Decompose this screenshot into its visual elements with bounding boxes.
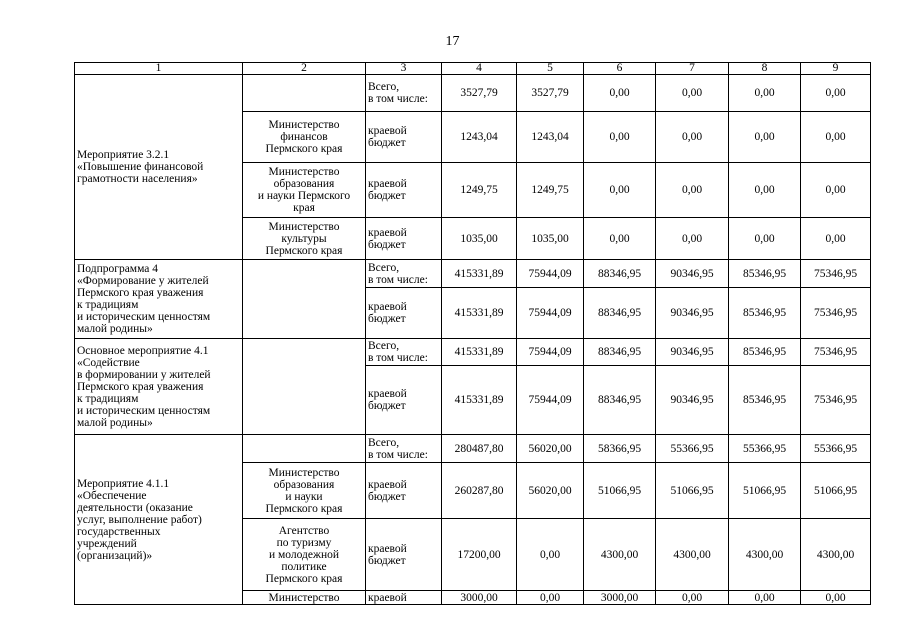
cell-text-line: Всего, [368, 436, 400, 449]
amount-cell: 0,00 [801, 112, 871, 163]
executor-cell [243, 112, 366, 163]
cell-text-line: краевой [368, 591, 407, 604]
cell-text-line: и науки Пермского [257, 190, 351, 202]
cell-text-line: в том числе: [368, 352, 428, 364]
cell-text-line: по туризму [276, 536, 332, 549]
amount-cell: 0,00 [656, 112, 729, 163]
column-header: 8 [729, 63, 801, 75]
amount-cell: 415331,89 [442, 260, 517, 288]
amount-cell: 75346,95 [801, 260, 871, 288]
amount-cell: 0,00 [801, 218, 871, 260]
amount-cell: 51066,95 [584, 463, 656, 519]
cell-text-line: деятельности (оказание [77, 501, 193, 514]
funding-source-cell [366, 519, 442, 591]
column-header: 2 [243, 63, 366, 75]
table-row [75, 260, 871, 288]
funding-source-cell [366, 288, 442, 339]
funding-source-cell [366, 463, 442, 519]
amount-cell: 51066,95 [656, 463, 729, 519]
amount-cell: 90346,95 [656, 339, 729, 366]
column-header: 4 [442, 63, 517, 75]
amount-cell: 415331,89 [442, 288, 517, 339]
amount-cell: 85346,95 [729, 339, 801, 366]
cell-text-line: Пермского края уважения [77, 380, 204, 393]
amount-cell: 280487,80 [442, 435, 517, 463]
amount-cell: 4300,00 [729, 519, 801, 591]
table-row [75, 75, 871, 112]
amount-cell: 17200,00 [442, 519, 517, 591]
amount-cell: 4300,00 [801, 519, 871, 591]
amount-cell: 88346,95 [584, 339, 656, 366]
amount-cell: 90346,95 [656, 260, 729, 288]
cell-text-line: в формировании у жителей [77, 368, 211, 381]
cell-text-line: (организаций)» [77, 549, 153, 562]
funding-source-cell [366, 218, 442, 260]
cell-text-line: бюджет [368, 400, 406, 412]
cell-text-line: в том числе: [368, 273, 428, 286]
amount-cell: 75944,09 [517, 288, 584, 339]
event-name-cell [75, 339, 243, 435]
amount-cell: 0,00 [584, 75, 656, 112]
amount-cell: 0,00 [801, 163, 871, 218]
column-header: 6 [584, 63, 656, 75]
amount-cell: 1249,75 [442, 163, 517, 218]
amount-cell: 75944,09 [517, 260, 584, 288]
cell-text-line: краевой [368, 178, 407, 190]
event-name-cell [75, 75, 243, 260]
amount-cell: 0,00 [729, 163, 801, 218]
amount-cell: 88346,95 [584, 288, 656, 339]
funding-source-cell [366, 163, 442, 218]
cell-text-line: Подпрограмма 4 [77, 263, 159, 275]
amount-cell: 3527,79 [517, 75, 584, 112]
amount-cell: 260287,80 [442, 463, 517, 519]
table-row [75, 339, 871, 366]
cell-text-line: краевой [368, 301, 407, 313]
cell-text-line: Министерство [268, 591, 340, 604]
cell-text-line: к традициям [77, 392, 139, 405]
amount-cell: 55366,95 [801, 435, 871, 463]
cell-text-line: бюджет [368, 313, 406, 325]
amount-cell: 90346,95 [656, 288, 729, 339]
amount-cell: 0,00 [656, 75, 729, 112]
funding-source-cell [366, 260, 442, 288]
cell-text-line: Пермского края [265, 143, 343, 155]
executor-cell [243, 435, 366, 463]
amount-cell: 415331,89 [442, 366, 517, 435]
cell-text-line: Агентство [278, 524, 330, 537]
amount-cell: 4300,00 [584, 519, 656, 591]
amount-cell: 0,00 [584, 163, 656, 218]
amount-cell: 1249,75 [517, 163, 584, 218]
cell-text-line: Министерство [268, 220, 340, 233]
amount-cell: 0,00 [801, 591, 871, 605]
amount-cell: 0,00 [729, 218, 801, 260]
cell-text-line: малой родины» [77, 416, 153, 429]
amount-cell: 1243,04 [442, 112, 517, 163]
event-name-cell [75, 260, 243, 339]
cell-text-line: «Формирование у жителей [77, 275, 209, 287]
column-header: 5 [517, 63, 584, 75]
cell-text-line: Всего, [368, 340, 400, 352]
cell-text-line: Министерство [268, 466, 340, 479]
cell-text-line: бюджет [368, 137, 406, 149]
cell-text-line: «Повышение финансовой [77, 161, 204, 173]
executor-cell [243, 339, 366, 435]
cell-text-line: в том числе: [368, 93, 428, 105]
cell-text-line: образования [273, 478, 335, 491]
cell-text-line: Пермского края [265, 502, 343, 515]
header-row [75, 63, 871, 75]
cell-text-line: краевой [368, 542, 407, 555]
executor-cell [243, 260, 366, 339]
cell-text-line: малой родины» [77, 323, 153, 335]
column-header: 1 [75, 63, 243, 75]
cell-text-line: в том числе: [368, 448, 428, 461]
cell-text-line: краевой [368, 388, 407, 400]
event-name-cell [75, 435, 243, 605]
cell-text-line: Мероприятие 4.1.1 [77, 477, 170, 490]
amount-cell: 0,00 [517, 519, 584, 591]
amount-cell: 55366,95 [729, 435, 801, 463]
cell-text-line: государственных [77, 525, 161, 538]
cell-text-line: бюджет [368, 190, 406, 202]
amount-cell: 85346,95 [729, 288, 801, 339]
executor-cell [243, 519, 366, 591]
budget-table [74, 62, 871, 605]
column-header: 7 [656, 63, 729, 75]
cell-text-line: «Обеспечение [77, 489, 147, 502]
cell-text-line: Всего, [368, 81, 400, 93]
cell-text-line: Пермского края [265, 244, 343, 257]
cell-text-line: края [293, 202, 315, 214]
amount-cell: 0,00 [584, 218, 656, 260]
executor-cell [243, 75, 366, 112]
amount-cell: 3000,00 [442, 591, 517, 605]
amount-cell: 3000,00 [584, 591, 656, 605]
cell-text-line: учреждений [77, 537, 137, 550]
cell-text-line: грамотности населения» [77, 173, 198, 185]
cell-text-line: «Содействие [77, 356, 140, 369]
cell-text-line: услуг, выполнение работ) [77, 513, 202, 526]
column-header: 3 [366, 63, 442, 75]
cell-text-line: Министерство [268, 119, 340, 131]
cell-text-line: Всего, [368, 261, 400, 274]
amount-cell: 0,00 [729, 75, 801, 112]
cell-text-line: и историческим ценностям [77, 404, 211, 417]
cell-text-line: краевой [368, 478, 407, 491]
amount-cell: 56020,00 [517, 463, 584, 519]
amount-cell: 0,00 [584, 112, 656, 163]
executor-cell [243, 591, 366, 605]
amount-cell: 75944,09 [517, 366, 584, 435]
cell-text-line: политике [281, 560, 327, 573]
amount-cell: 0,00 [517, 591, 584, 605]
amount-cell: 75346,95 [801, 339, 871, 366]
funding-source-cell [366, 112, 442, 163]
cell-text-line: Министерство [268, 166, 340, 178]
funding-source-cell [366, 339, 442, 366]
page-number: 17 [445, 34, 460, 49]
cell-text-line: Мероприятие 3.2.1 [77, 149, 170, 161]
cell-text-line: Пермского края [265, 572, 343, 585]
cell-text-line: бюджет [368, 490, 406, 503]
cell-text-line: образования [273, 178, 335, 190]
amount-cell: 51066,95 [801, 463, 871, 519]
amount-cell: 75944,09 [517, 339, 584, 366]
funding-source-cell [366, 366, 442, 435]
cell-text-line: краевой [368, 125, 407, 137]
amount-cell: 0,00 [656, 218, 729, 260]
amount-cell: 56020,00 [517, 435, 584, 463]
amount-cell: 58366,95 [584, 435, 656, 463]
amount-cell: 1243,04 [517, 112, 584, 163]
cell-text-line: краевой [368, 226, 407, 239]
cell-text-line: и молодежной [268, 548, 340, 561]
amount-cell: 0,00 [656, 163, 729, 218]
cell-text-line: и науки [285, 490, 323, 503]
cell-text-line: финансов [280, 131, 328, 143]
executor-cell [243, 218, 366, 260]
amount-cell: 90346,95 [656, 366, 729, 435]
amount-cell: 3527,79 [442, 75, 517, 112]
column-header: 9 [801, 63, 871, 75]
amount-cell: 0,00 [656, 591, 729, 605]
funding-source-cell [366, 591, 442, 605]
cell-text-line: бюджет [368, 554, 406, 567]
amount-cell: 88346,95 [584, 260, 656, 288]
amount-cell: 1035,00 [517, 218, 584, 260]
amount-cell: 75346,95 [801, 288, 871, 339]
amount-cell: 1035,00 [442, 218, 517, 260]
amount-cell: 415331,89 [442, 339, 517, 366]
funding-source-cell [366, 75, 442, 112]
table-row [75, 435, 871, 463]
amount-cell: 75346,95 [801, 366, 871, 435]
executor-cell [243, 463, 366, 519]
amount-cell: 88346,95 [584, 366, 656, 435]
cell-text-line: Основное мероприятие 4.1 [77, 344, 209, 357]
cell-text-line: Пермского края уважения [77, 287, 204, 299]
amount-cell: 51066,95 [729, 463, 801, 519]
cell-text-line: и историческим ценностям [77, 311, 211, 323]
amount-cell: 55366,95 [656, 435, 729, 463]
executor-cell [243, 163, 366, 218]
amount-cell: 0,00 [729, 591, 801, 605]
amount-cell: 85346,95 [729, 260, 801, 288]
amount-cell: 0,00 [801, 75, 871, 112]
amount-cell: 85346,95 [729, 366, 801, 435]
cell-text-line: культуры [281, 232, 327, 245]
cell-text-line: к традициям [77, 299, 139, 311]
cell-text-line: бюджет [368, 238, 406, 251]
amount-cell: 4300,00 [656, 519, 729, 591]
funding-source-cell [366, 435, 442, 463]
amount-cell: 0,00 [729, 112, 801, 163]
